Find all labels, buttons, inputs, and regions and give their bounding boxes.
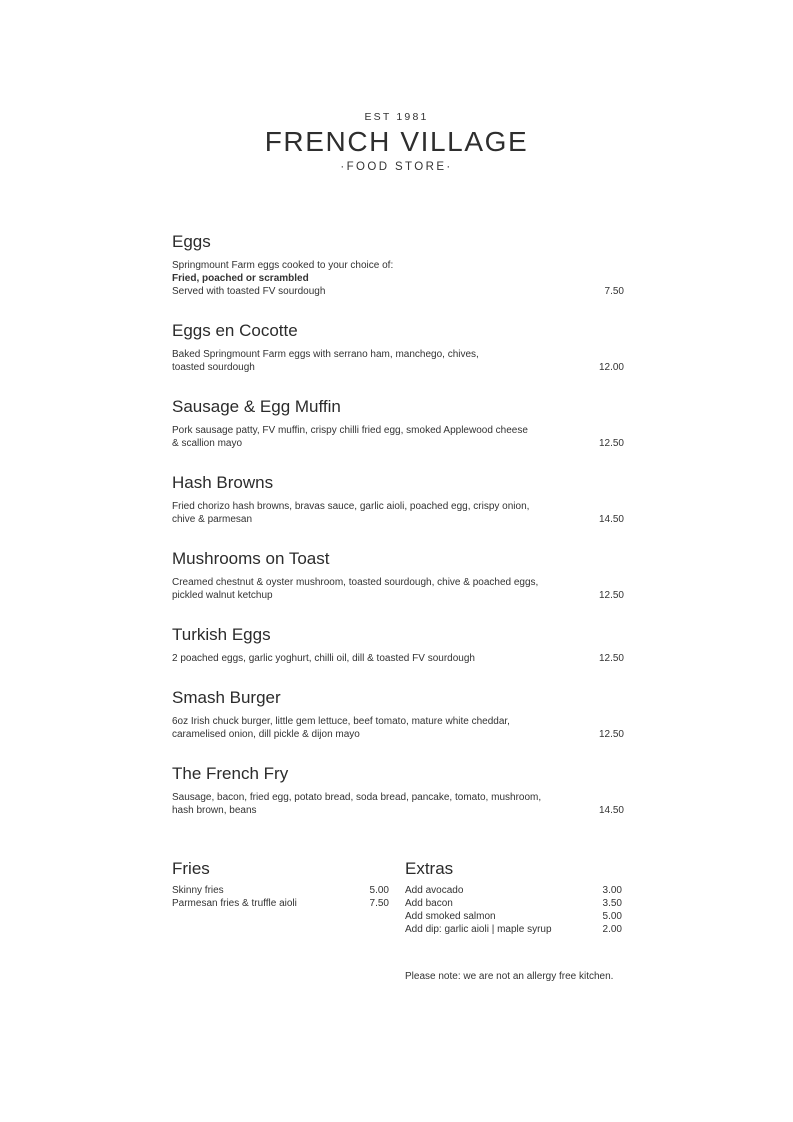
fries-price: 7.50 bbox=[369, 898, 389, 909]
extras-row bbox=[405, 910, 622, 923]
fries-price: 5.00 bbox=[369, 885, 389, 896]
description-line: toasted sourdough bbox=[172, 362, 255, 373]
menu-item-title: Hash Browns bbox=[172, 473, 274, 492]
description-line: Creamed chestnut & oyster mushroom, toasted sourdough, chive & poached eggs, bbox=[172, 577, 539, 588]
description-line: Pork sausage patty, FV muffin, crispy chilli fried egg, smoked Applewood cheese bbox=[172, 425, 528, 436]
description-line: 2 poached eggs, garlic yoghurt, chilli oil, dill & toasted FV sourdough bbox=[172, 653, 475, 664]
menu-item-row bbox=[172, 715, 624, 741]
menu-item-description bbox=[172, 576, 572, 602]
menu-item bbox=[172, 320, 624, 374]
menu-item bbox=[172, 548, 624, 602]
fries-label: Parmesan fries & truffle aioli bbox=[172, 898, 297, 909]
extras-label: Add dip: garlic aioli | maple syrup bbox=[405, 924, 552, 935]
description-line: 6oz Irish chuck burger, little gem lettuce, beef tomato, mature white cheddar, bbox=[172, 716, 510, 727]
menu-item-title: Eggs bbox=[172, 232, 211, 251]
extras-row bbox=[405, 897, 622, 910]
menu-item-row bbox=[172, 791, 624, 817]
description-line: caramelised onion, dill pickle & dijon mayo bbox=[172, 729, 360, 740]
menu-item bbox=[172, 687, 624, 741]
menu-item-price: 14.50 bbox=[598, 805, 624, 816]
menu-item bbox=[172, 763, 624, 817]
menu-item bbox=[172, 231, 624, 298]
menu-item-row bbox=[172, 348, 624, 374]
menu-item-title: Smash Burger bbox=[172, 688, 281, 707]
menu-item-price: 12.50 bbox=[598, 729, 624, 740]
description-line: pickled walnut ketchup bbox=[172, 590, 273, 601]
extras-list bbox=[405, 884, 622, 936]
description-line: Fried, poached or scrambled bbox=[172, 273, 309, 284]
menu-item bbox=[172, 396, 624, 450]
extras-price: 5.00 bbox=[602, 911, 622, 922]
fries-label: Skinny fries bbox=[172, 885, 224, 896]
menu-item-description bbox=[172, 500, 572, 526]
menu-item-title: Sausage & Egg Muffin bbox=[172, 397, 341, 416]
menu-item-row bbox=[172, 500, 624, 526]
fries-column bbox=[172, 858, 389, 910]
menu-item-row bbox=[172, 652, 624, 665]
extras-column bbox=[405, 858, 622, 936]
menu-item-title: Eggs en Cocotte bbox=[172, 321, 298, 340]
menu-item-price: 12.50 bbox=[598, 590, 624, 601]
menu-item-description bbox=[172, 259, 572, 298]
extras-price: 3.00 bbox=[602, 885, 622, 896]
description-line: chive & parmesan bbox=[172, 514, 253, 525]
description-line: Served with toasted FV sourdough bbox=[172, 286, 326, 297]
fries-row bbox=[172, 884, 389, 897]
menu-item-description bbox=[172, 791, 572, 817]
menu-item-price: 12.50 bbox=[598, 653, 624, 664]
menu-item-title: Mushrooms on Toast bbox=[172, 549, 330, 568]
description-line: hash brown, beans bbox=[172, 805, 257, 816]
menu-item-price: 7.50 bbox=[604, 286, 624, 297]
extras-title: Extras bbox=[405, 859, 454, 878]
description-line: Springmount Farm eggs cooked to your choice of: bbox=[172, 260, 394, 271]
menu-item-description bbox=[172, 652, 572, 665]
fries-row bbox=[172, 897, 389, 910]
extras-label: Add smoked salmon bbox=[405, 911, 496, 922]
brand-subtitle: ·FOOD STORE· bbox=[340, 161, 453, 173]
established-year: EST 1981 bbox=[364, 111, 429, 123]
menu-item bbox=[172, 624, 624, 665]
extras-label: Add bacon bbox=[405, 898, 453, 909]
menu-item bbox=[172, 472, 624, 526]
extras-row bbox=[405, 923, 622, 936]
description-line: Sausage, bacon, fried egg, potato bread, soda bread, pancake, tomato, mushroom, bbox=[172, 792, 542, 803]
menu-item-description bbox=[172, 424, 572, 450]
menu-item-title: Turkish Eggs bbox=[172, 625, 271, 644]
allergy-note: Please note: we are not an allergy free kitchen. bbox=[405, 971, 614, 982]
menu-item-row bbox=[172, 576, 624, 602]
menu-item-price: 14.50 bbox=[598, 514, 624, 525]
menu-item-price: 12.00 bbox=[598, 362, 624, 373]
extras-price: 2.00 bbox=[602, 924, 622, 935]
extras-label: Add avocado bbox=[405, 885, 464, 896]
extras-row bbox=[405, 884, 622, 897]
extras-price: 3.50 bbox=[602, 898, 622, 909]
menu-item-row bbox=[172, 424, 624, 450]
menu-item-description bbox=[172, 715, 572, 741]
menu-items bbox=[172, 231, 624, 839]
menu-item-price: 12.50 bbox=[598, 438, 624, 449]
menu-header bbox=[0, 111, 793, 173]
menu-item-row bbox=[172, 259, 624, 298]
menu-item-title: The French Fry bbox=[172, 764, 289, 783]
brand-name: FRENCH VILLAGE bbox=[264, 126, 529, 157]
description-line: Baked Springmount Farm eggs with serrano ham, manchego, chives, bbox=[172, 349, 479, 360]
description-line: & scallion mayo bbox=[172, 438, 243, 449]
fries-list bbox=[172, 884, 389, 910]
menu-item-description bbox=[172, 348, 572, 374]
fries-title: Fries bbox=[172, 859, 210, 878]
description-line: Fried chorizo hash browns, bravas sauce, garlic aioli, poached egg, crispy onion, bbox=[172, 501, 530, 512]
